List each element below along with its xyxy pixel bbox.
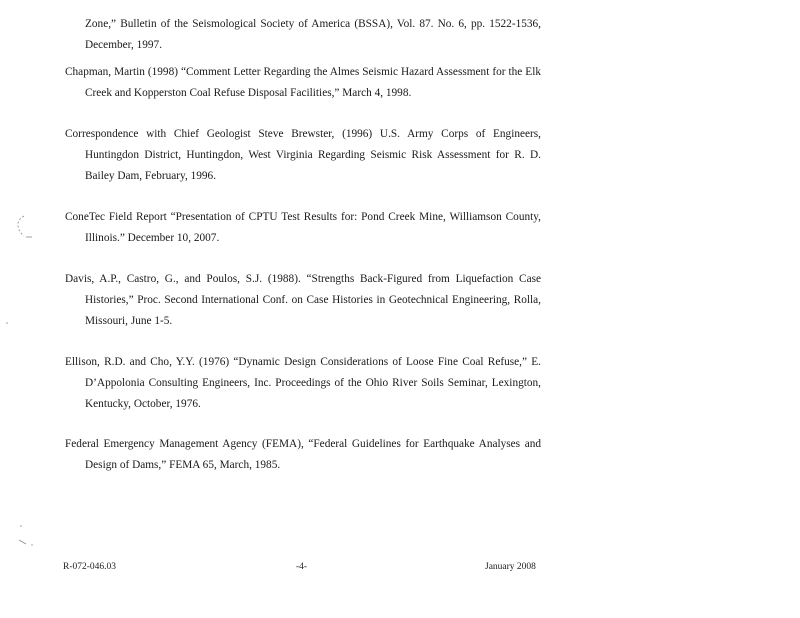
scan-artifact-mark — [14, 212, 34, 240]
scan-artifact-dot — [4, 320, 10, 326]
footer-doc-number: R-072-046.03 — [63, 562, 117, 572]
footer-date: January 2008 — [485, 562, 536, 572]
reference-chapman: Chapman, Martin (1998) “Comment Letter Regarding the Almes Seismic Hazard Assessment for the Elk Creek and Kopperston Coal Refuse Disposal Facilities,” March 4, 1998. — [65, 66, 541, 99]
reference-continued: Zone,” Bulletin of the Seismological Society of America (BSSA), Vol. 87. No. 6, pp. 1522-1536, December, 1997. — [85, 18, 541, 51]
footer-page-number: -4- — [296, 562, 308, 572]
reference-davis: Davis, A.P., Castro, G., and Poulos, S.J. (1988). “Strengths Back-Figured from Liquefaction Case Histories,” Proc. Second International Conf. on Case Histories in Geotechnical Engineering, Rolla, Missouri, June 1-5. — [65, 273, 541, 327]
scan-artifact-mark-lower — [16, 522, 38, 548]
reference-conetec: ConeTec Field Report “Presentation of CPTU Test Results for: Pond Creek Mine, Williamson County, Illinois.” December 10, 2007. — [65, 211, 541, 244]
reference-fema: Federal Emergency Management Agency (FEMA), “Federal Guidelines for Earthquake Analyses and Design of Dams,” FEMA 65, March, 1985. — [65, 438, 541, 471]
reference-ellison: Ellison, R.D. and Cho, Y.Y. (1976) “Dynamic Design Considerations of Loose Fine Coal Refuse,” E. D’Appolonia Consulting Engineers, Inc. Proceedings of the Ohio River Soils Seminar, Lexington, Kentucky, October, 1976. — [65, 356, 541, 410]
reference-correspondence: Correspondence with Chief Geologist Steve Brewster, (1996) U.S. Army Corps of Engineers, Huntingdon District, Huntingdon, West Virginia Regarding Seismic Risk Assessment for R. D. Bailey Dam, February, 1996. — [65, 128, 541, 182]
